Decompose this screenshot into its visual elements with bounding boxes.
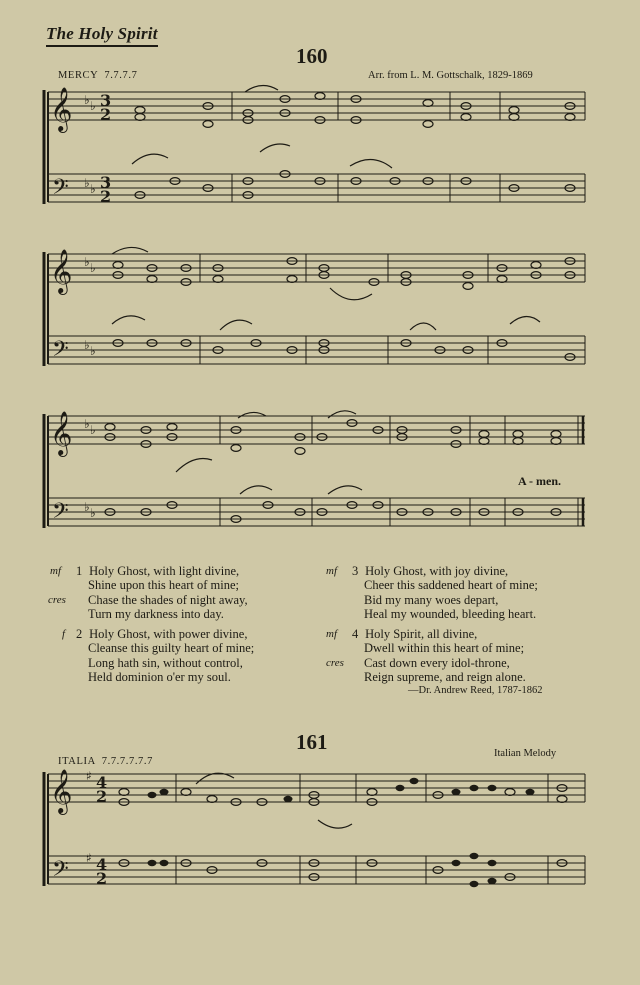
hymn-number-161: 161 — [296, 730, 328, 754]
verse-2 — [50, 627, 254, 685]
svg-text:♭: ♭ — [84, 255, 90, 269]
music-system-161 — [0, 764, 640, 914]
dynamic-marking: mf — [326, 565, 337, 577]
verse-line: Reign supreme, and reign alone. — [364, 670, 526, 685]
verse-line: Long hath sin, without control, — [88, 655, 243, 670]
bass-clef-icon: 𝄢 — [52, 857, 69, 887]
svg-text:2: 2 — [96, 869, 108, 888]
verse-line: Cheer this saddened heart of mine; — [364, 578, 538, 593]
verse-number: 1 — [76, 564, 83, 578]
svg-text:♭: ♭ — [90, 344, 96, 358]
amen-label: A - men. — [518, 474, 561, 488]
verse-1 — [50, 564, 248, 622]
verse-line: Cast down every idol-throne, — [364, 655, 510, 670]
svg-text:♭: ♭ — [84, 500, 90, 514]
svg-text:♭: ♭ — [90, 261, 96, 275]
svg-text:4: 4 — [96, 855, 108, 874]
bass-clef-icon: 𝄢 — [52, 337, 69, 367]
arrangement-credit: Italian Melody — [494, 748, 557, 759]
verse-line: Heal my wounded, bleeding heart. — [364, 607, 537, 622]
meter: 7.7.7.7.7.7 — [101, 756, 153, 767]
section-title: The Holy Spirit — [46, 24, 158, 47]
author-credit: —Dr. Andrew Reed, 1787-1862 — [408, 685, 543, 696]
svg-text:2: 2 — [96, 787, 108, 806]
svg-text:♭: ♭ — [90, 182, 96, 196]
verse-line: Shine upon this heart of mine; — [88, 578, 240, 593]
svg-text:♯: ♯ — [86, 769, 92, 783]
verse-line: Turn my darkness into day. — [88, 607, 224, 622]
svg-text:2: 2 — [100, 105, 112, 124]
verse-line: Dwell within this heart of mine; — [364, 641, 525, 656]
verse-line: Holy Ghost, with joy divine, — [365, 564, 509, 578]
tune-name: MERCY — [58, 70, 99, 81]
dynamic-marking: cres — [48, 594, 66, 606]
verse-number: 3 — [352, 564, 359, 578]
treble-clef-icon: 𝄞 — [50, 87, 73, 131]
svg-text:♭: ♭ — [84, 176, 90, 190]
svg-text:♭: ♭ — [90, 99, 96, 113]
tune-name: ITALIA — [58, 756, 96, 767]
svg-text:♭: ♭ — [90, 423, 96, 437]
svg-text:3: 3 — [100, 91, 112, 110]
music-system-1 — [0, 82, 640, 232]
verse-line: Bid my many woes depart, — [364, 592, 499, 607]
verse-line: Held dominion o'er my soul. — [88, 670, 231, 685]
verse-4 — [326, 627, 526, 685]
tune-name-mercy — [58, 70, 137, 81]
treble-clef-icon: 𝄞 — [50, 249, 73, 293]
svg-text:4: 4 — [96, 773, 108, 792]
svg-text:♭: ♭ — [84, 417, 90, 431]
svg-text:♭: ♭ — [90, 506, 96, 520]
bass-clef-icon: 𝄢 — [52, 499, 69, 529]
verse-line: Holy Ghost, with power divine, — [89, 627, 248, 641]
verse-number: 4 — [352, 627, 359, 641]
svg-text:3: 3 — [100, 173, 112, 192]
verse-number: 2 — [76, 627, 83, 641]
verse-line: Cleanse this guilty heart of mine; — [88, 641, 255, 656]
dynamic-marking: mf — [326, 628, 337, 640]
dynamic-marking: cres — [326, 657, 344, 669]
dynamic-marking: mf — [50, 565, 61, 577]
svg-text:2: 2 — [100, 187, 112, 206]
treble-clef-icon: 𝄞 — [50, 411, 73, 455]
verse-line: Chase the shades of night away, — [88, 592, 248, 607]
svg-text:♭: ♭ — [84, 93, 90, 107]
verse-line: Holy Ghost, with light divine, — [89, 564, 240, 578]
svg-text:♯: ♯ — [86, 851, 92, 865]
verse-line: Holy Spirit, all divine, — [365, 627, 478, 641]
hymn-number-160: 160 — [296, 44, 328, 68]
arrangement-credit: Arr. from L. M. Gottschalk, 1829-1869 — [368, 70, 533, 81]
meter: 7.7.7.7 — [104, 70, 138, 81]
verse-3 — [326, 564, 538, 622]
dynamic-marking: f — [62, 628, 66, 640]
music-system-2 — [0, 244, 640, 394]
treble-clef-icon: 𝄞 — [50, 769, 73, 813]
svg-text:♭: ♭ — [84, 338, 90, 352]
bass-clef-icon: 𝄢 — [52, 175, 69, 205]
